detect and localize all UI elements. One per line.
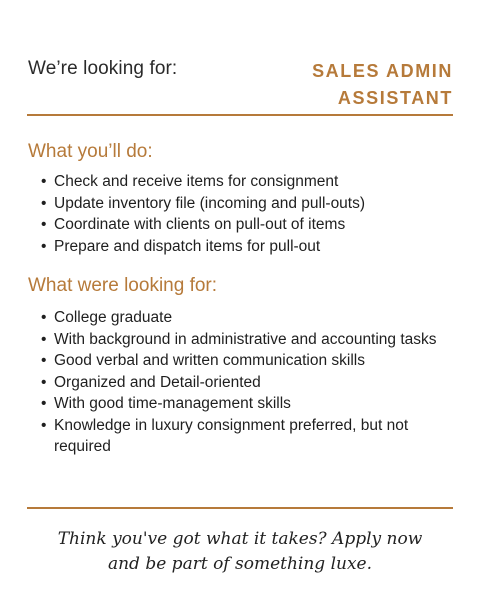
list-item: [28, 193, 438, 215]
list-item: [28, 415, 438, 458]
tagline-line-1: Think you've got what it takes? Apply now: [57, 529, 423, 549]
list-item-text: Coordinate with clients on pull-out of items: [54, 216, 346, 233]
section-title-responsibilities: What you’ll do:: [28, 141, 153, 162]
tagline-line-2: and be part of something luxe.: [107, 554, 373, 574]
list-item: [28, 214, 438, 236]
bullet-icon: •: [41, 373, 47, 391]
bullet-icon: •: [41, 173, 47, 190]
bottom-divider: [27, 507, 453, 509]
bullet-icon: •: [41, 237, 47, 255]
list-item-text: With good time-management skills: [54, 395, 291, 412]
list-item-text: Prepare and dispatch items for pull-out: [54, 237, 321, 255]
list-item: [28, 171, 438, 193]
list-item-text: College graduate: [54, 309, 173, 326]
bullet-icon: •: [41, 330, 47, 348]
bullet-icon: •: [41, 352, 47, 369]
section-title-requirements: What were looking for:: [28, 275, 218, 296]
list-item-text: Knowledge in luxury consignment preferred, but not required: [54, 416, 409, 455]
list-item-text: Organized and Detail-oriented: [54, 373, 261, 391]
job-title-line-1: SALES ADMIN: [312, 61, 453, 81]
list-item-text: Good verbal and written communication skills: [54, 352, 365, 369]
list-item-text: Update inventory file (incoming and pull-outs): [54, 194, 366, 212]
list-item: [28, 307, 438, 329]
list-item: [28, 236, 438, 258]
closing-tagline: [0, 527, 480, 577]
requirements-list: [28, 307, 438, 458]
list-item-text: Check and receive items for consignment: [54, 173, 339, 190]
responsibilities-list: [28, 171, 438, 257]
list-item: [28, 372, 438, 394]
bullet-icon: •: [41, 216, 47, 233]
list-item-text: With background in administrative and accounting tasks: [54, 330, 437, 348]
bullet-icon: •: [41, 194, 47, 212]
list-item: [28, 350, 438, 372]
bullet-icon: •: [41, 309, 47, 326]
top-divider: [27, 114, 453, 116]
list-item: [28, 329, 438, 351]
bullet-icon: •: [41, 395, 47, 412]
bullet-icon: •: [41, 416, 47, 434]
list-item: [28, 393, 438, 415]
header-intro: We’re looking for:: [28, 58, 178, 79]
job-title-line-2: ASSISTANT: [337, 88, 453, 108]
job-title: [312, 58, 453, 112]
